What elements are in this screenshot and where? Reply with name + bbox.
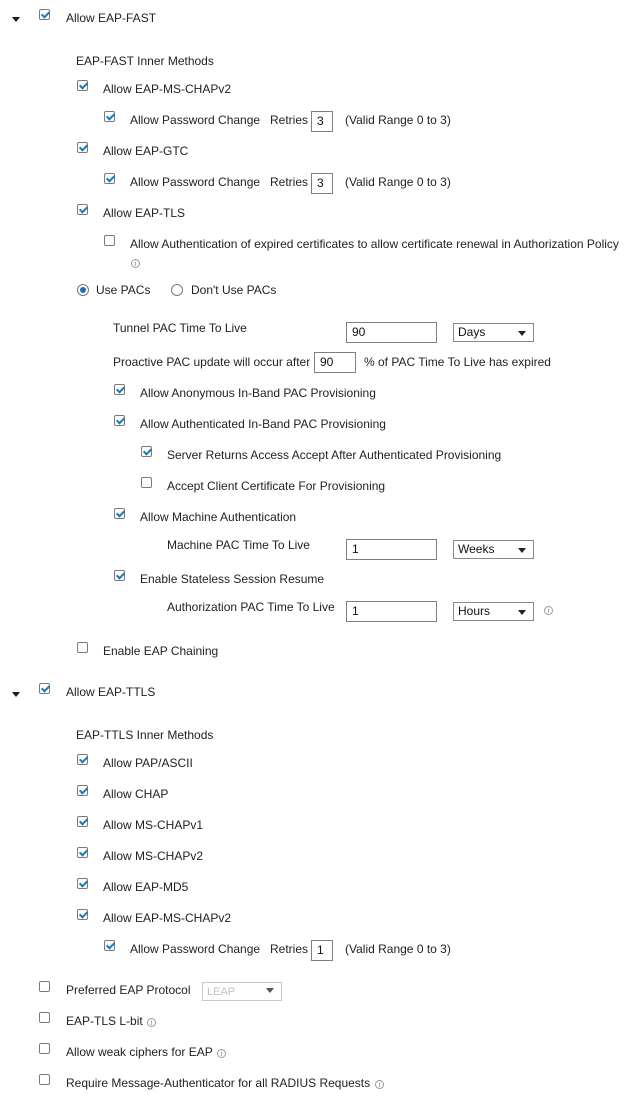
ttls-valid-range: (Valid Range 0 to 3) xyxy=(345,942,451,956)
eap-ttls-inner-methods-title: EAP-TTLS Inner Methods xyxy=(76,728,214,742)
authorization-pac-ttl-label: Authorization PAC Time To Live xyxy=(167,600,335,614)
allow-ms-chapv2-checkbox[interactable] xyxy=(77,847,88,858)
ttls-password-change-checkbox[interactable] xyxy=(104,940,115,951)
gtc-password-change-checkbox[interactable] xyxy=(104,173,115,184)
require-message-authenticator-label: Require Message-Authenticator for all RADIUS Requests xyxy=(66,1076,371,1090)
ms-chapv2-retries-input[interactable]: 3 xyxy=(311,111,333,132)
use-pacs-label: Use PACs xyxy=(96,283,151,297)
machine-pac-ttl-unit-select[interactable] xyxy=(453,540,534,559)
authorization-pac-ttl-unit-select[interactable] xyxy=(453,602,534,621)
authorization-pac-ttl-info-icon[interactable]: i xyxy=(544,606,553,615)
ms-chapv2-password-change-label: Allow Password Change xyxy=(130,113,261,127)
eap-fast-inner-methods-title: EAP-FAST Inner Methods xyxy=(76,54,214,68)
weak-ciphers-checkbox[interactable] xyxy=(39,1043,50,1054)
require-message-authenticator-checkbox[interactable] xyxy=(39,1074,50,1085)
tunnel-pac-ttl-label: Tunnel PAC Time To Live xyxy=(113,321,247,335)
allow-eap-ms-chapv2-label: Allow EAP-MS-CHAPv2 xyxy=(103,82,232,96)
allow-eap-gtc-checkbox[interactable] xyxy=(77,142,88,153)
preferred-eap-protocol-select[interactable] xyxy=(202,982,282,1001)
allow-eap-tls-label: Allow EAP-TLS xyxy=(103,206,186,220)
eap-tls-lbit-info-icon[interactable]: i xyxy=(147,1018,156,1027)
weak-ciphers-label: Allow weak ciphers for EAP xyxy=(66,1045,213,1059)
allow-eap-fast-checkbox[interactable] xyxy=(39,9,50,20)
server-returns-access-accept-label: Server Returns Access Accept After Authenticated Provisioning xyxy=(167,448,502,462)
require-message-authenticator-info-icon[interactable]: i xyxy=(375,1080,384,1089)
proactive-update-suffix: % of PAC Time To Live has expired xyxy=(364,355,551,369)
eap-tls-lbit-checkbox[interactable] xyxy=(39,1012,50,1023)
anonymous-inband-checkbox[interactable] xyxy=(114,384,125,395)
stateless-session-resume-label: Enable Stateless Session Resume xyxy=(140,572,325,586)
expired-certs-checkbox[interactable] xyxy=(104,235,115,246)
proactive-update-label: Proactive PAC update will occur after xyxy=(113,355,311,369)
tunnel-pac-ttl-unit-select[interactable] xyxy=(453,323,534,342)
eap-chaining-label: Enable EAP Chaining xyxy=(103,644,219,658)
gtc-retries-input[interactable]: 3 xyxy=(311,173,333,194)
allow-eap-ttls-label: Allow EAP-TTLS xyxy=(66,685,156,699)
ttls-allow-eap-ms-chapv2-checkbox[interactable] xyxy=(77,909,88,920)
collapse-caret-icon[interactable] xyxy=(12,17,20,22)
ttls-allow-eap-ms-chapv2-label: Allow EAP-MS-CHAPv2 xyxy=(103,911,232,925)
gtc-valid-range: (Valid Range 0 to 3) xyxy=(345,175,451,189)
authorization-pac-ttl-unit-value: Hours xyxy=(458,604,491,618)
allow-eap-gtc-label: Allow EAP-GTC xyxy=(103,144,189,158)
dropdown-arrow-icon xyxy=(518,331,526,336)
allow-ms-chapv1-label: Allow MS-CHAPv1 xyxy=(103,818,204,832)
ms-chapv2-retries-label: Retries xyxy=(270,113,309,127)
allow-eap-ttls-checkbox[interactable] xyxy=(39,683,50,694)
allow-eap-md5-label: Allow EAP-MD5 xyxy=(103,880,189,894)
ttls-retries-label: Retries xyxy=(270,942,309,956)
gtc-password-change-label: Allow Password Change xyxy=(130,175,261,189)
machine-auth-label: Allow Machine Authentication xyxy=(140,510,297,524)
preferred-eap-protocol-value: LEAP xyxy=(207,986,236,998)
server-returns-access-accept-checkbox[interactable] xyxy=(141,446,152,457)
anonymous-inband-label: Allow Anonymous In-Band PAC Provisioning xyxy=(140,386,376,400)
allow-chap-label: Allow CHAP xyxy=(103,787,169,801)
machine-pac-ttl-input[interactable]: 1 xyxy=(346,539,437,560)
eap-tls-lbit-label: EAP-TLS L-bit xyxy=(66,1014,143,1028)
allow-ms-chapv1-checkbox[interactable] xyxy=(77,816,88,827)
ms-chapv2-password-change-checkbox[interactable] xyxy=(104,111,115,122)
machine-pac-ttl-label: Machine PAC Time To Live xyxy=(167,538,310,552)
preferred-eap-protocol-checkbox[interactable] xyxy=(39,981,50,992)
machine-auth-checkbox[interactable] xyxy=(114,508,125,519)
allow-eap-md5-checkbox[interactable] xyxy=(77,878,88,889)
ttls-retries-input[interactable]: 1 xyxy=(311,940,333,961)
allow-eap-ms-chapv2-checkbox[interactable] xyxy=(77,80,88,91)
expired-certs-label: Allow Authentication of expired certificates to allow certificate renewal in Authorization Policy xyxy=(130,237,619,251)
authenticated-inband-checkbox[interactable] xyxy=(114,415,125,426)
proactive-update-input[interactable]: 90 xyxy=(314,352,356,373)
weak-ciphers-info-icon[interactable]: i xyxy=(217,1049,226,1058)
allow-chap-checkbox[interactable] xyxy=(77,785,88,796)
allow-ms-chapv2-label: Allow MS-CHAPv2 xyxy=(103,849,204,863)
dont-use-pacs-label: Don't Use PACs xyxy=(191,283,277,297)
ttls-password-change-label: Allow Password Change xyxy=(130,942,261,956)
tunnel-pac-ttl-input[interactable]: 90 xyxy=(346,322,437,343)
allow-pap-ascii-label: Allow PAP/ASCII xyxy=(103,756,193,770)
gtc-retries-label: Retries xyxy=(270,175,309,189)
authenticated-inband-label: Allow Authenticated In-Band PAC Provisioning xyxy=(140,417,386,431)
accept-client-cert-checkbox[interactable] xyxy=(141,477,152,488)
use-pacs-radio[interactable] xyxy=(77,284,89,296)
collapse-caret-icon[interactable] xyxy=(12,692,20,697)
dropdown-arrow-icon xyxy=(266,988,274,993)
accept-client-cert-label: Accept Client Certificate For Provisioning xyxy=(167,479,386,493)
allow-eap-tls-checkbox[interactable] xyxy=(77,204,88,215)
dropdown-arrow-icon xyxy=(518,610,526,615)
ms-chapv2-valid-range: (Valid Range 0 to 3) xyxy=(345,113,451,127)
allow-eap-fast-label: Allow EAP-FAST xyxy=(66,11,157,25)
dont-use-pacs-radio[interactable] xyxy=(171,284,183,296)
machine-pac-ttl-unit-value: Weeks xyxy=(458,542,495,556)
dropdown-arrow-icon xyxy=(518,548,526,553)
allow-pap-ascii-checkbox[interactable] xyxy=(77,754,88,765)
expired-certs-info-icon[interactable]: i xyxy=(131,259,140,268)
stateless-session-resume-checkbox[interactable] xyxy=(114,570,125,581)
authorization-pac-ttl-input[interactable]: 1 xyxy=(346,601,437,622)
tunnel-pac-ttl-unit-value: Days xyxy=(458,325,486,339)
preferred-eap-protocol-label: Preferred EAP Protocol xyxy=(66,983,191,997)
eap-chaining-checkbox[interactable] xyxy=(77,642,88,653)
